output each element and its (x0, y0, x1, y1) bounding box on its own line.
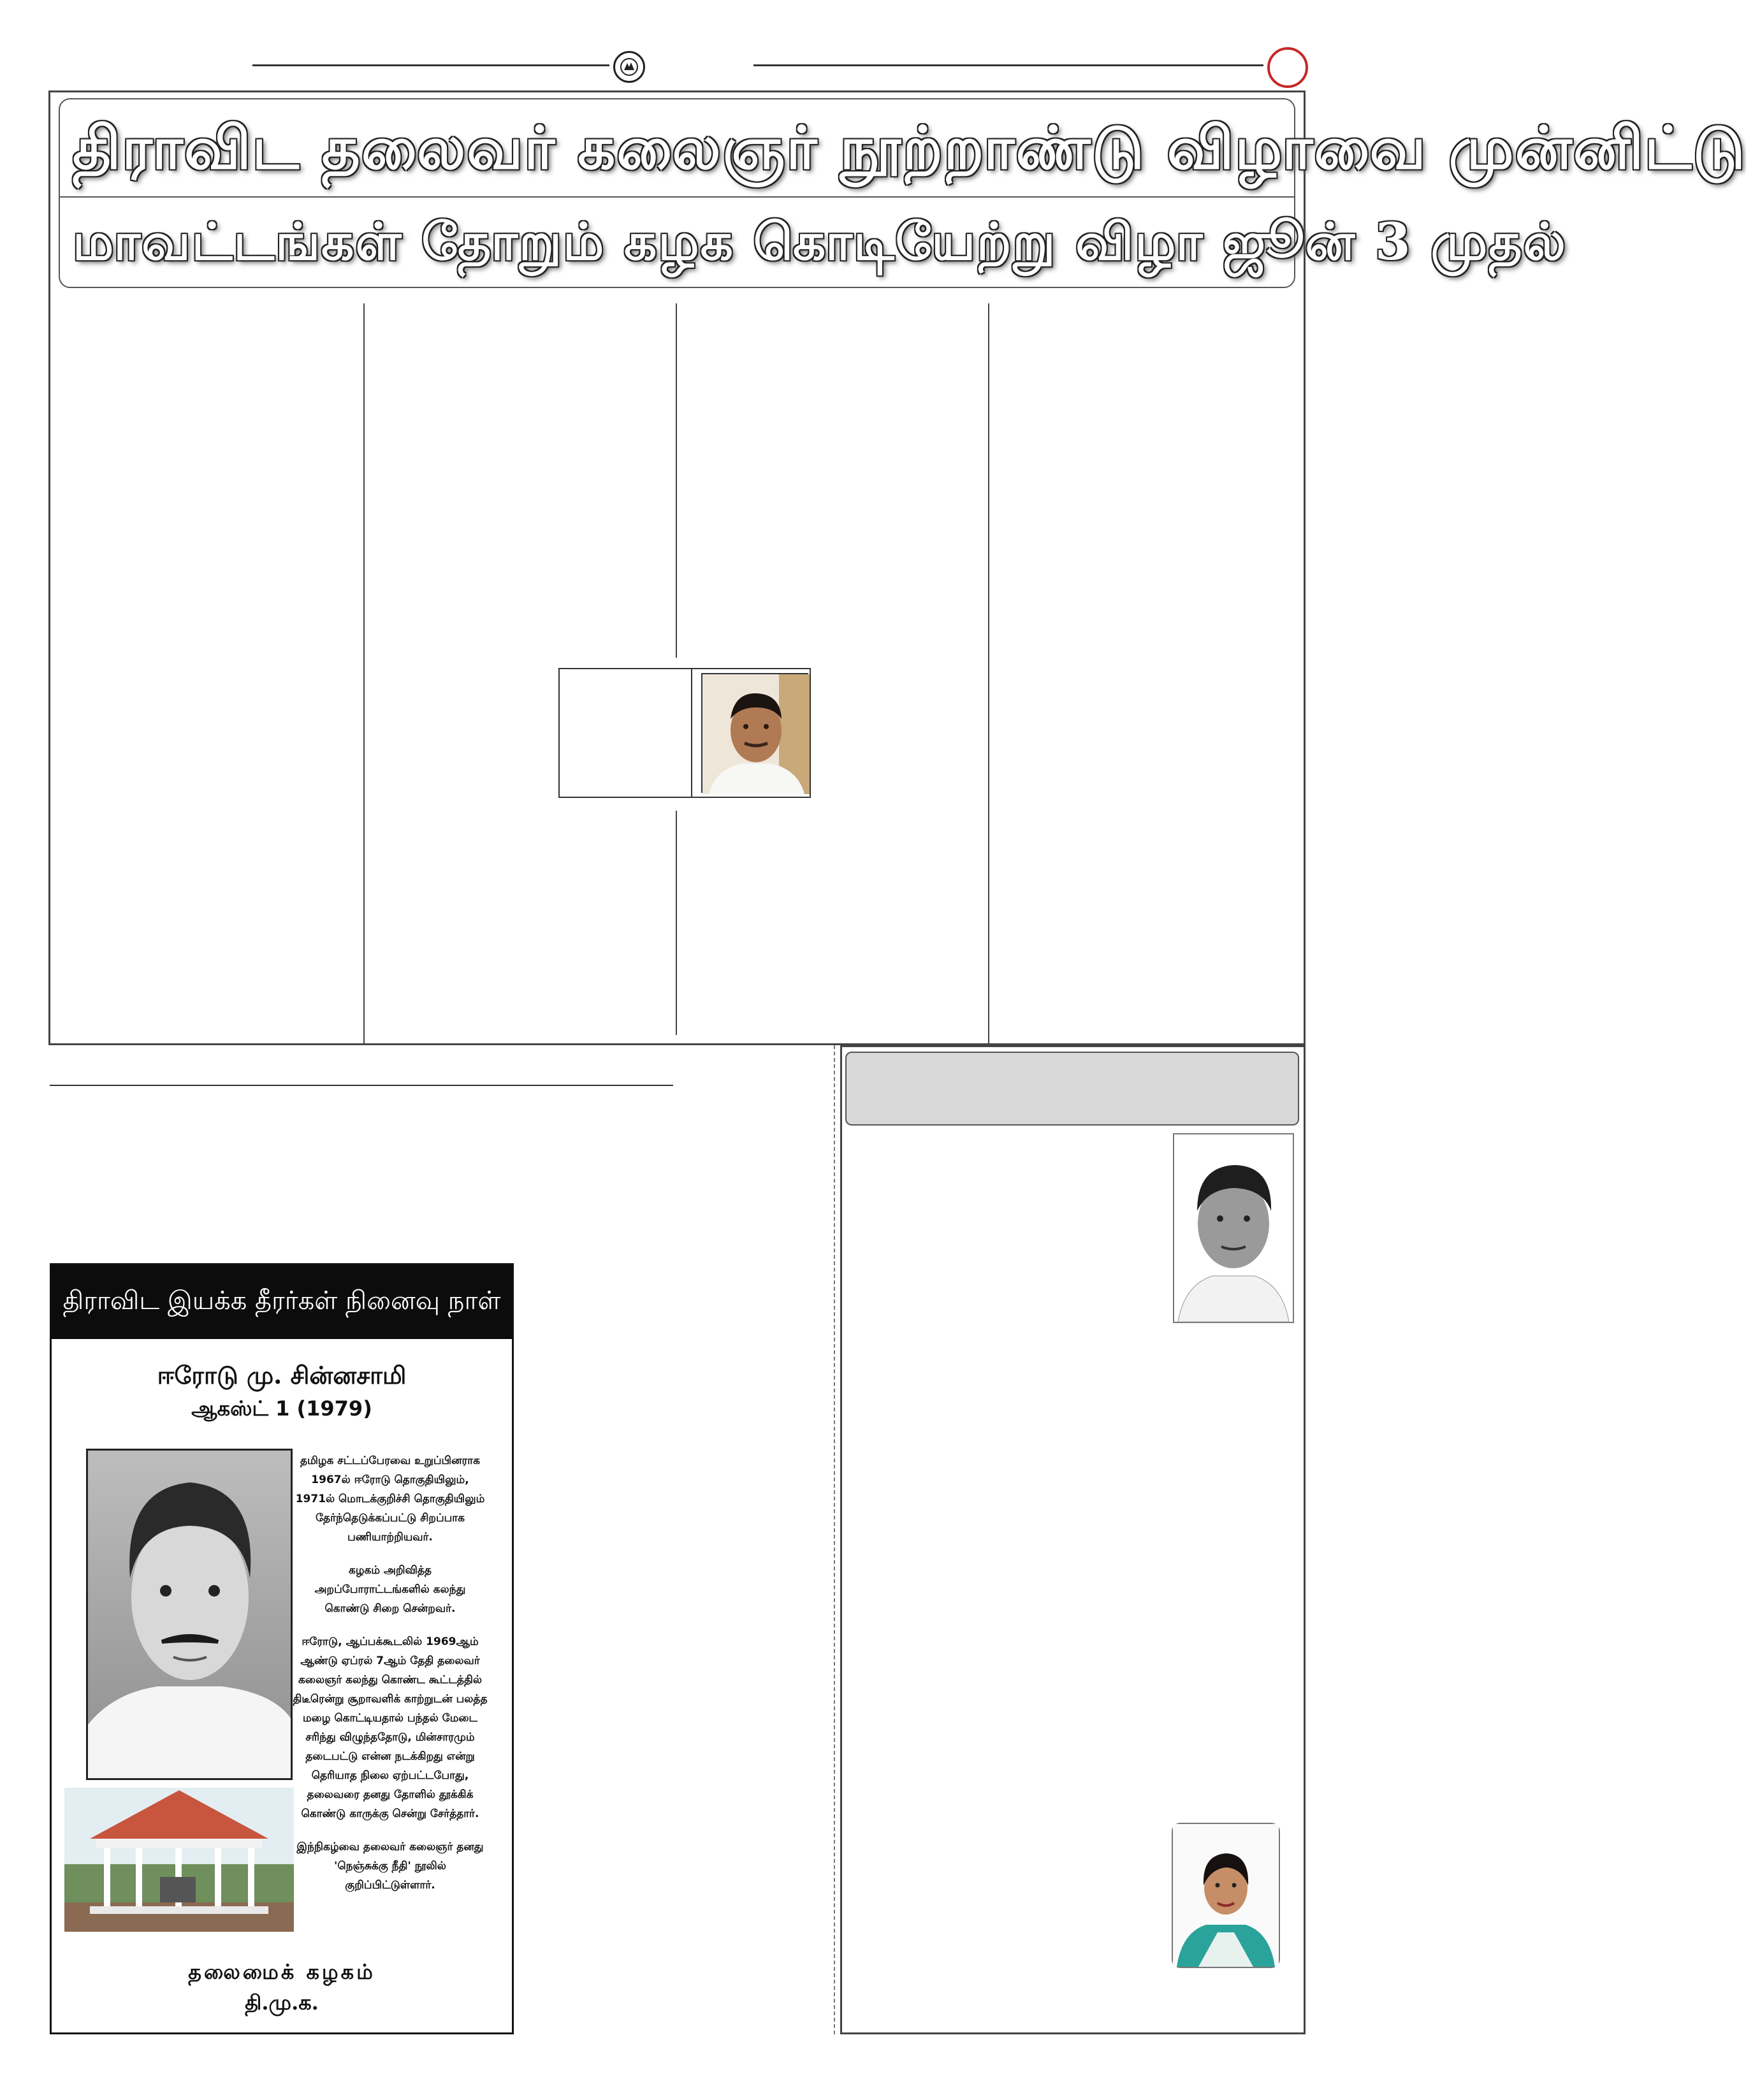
memorial-notice (50, 1263, 514, 2034)
memorial-pavilion-image (64, 1788, 294, 1932)
banner-divider (60, 196, 1294, 198)
party-emblem-icon (613, 51, 645, 83)
memorial-paragraph-3: ஈரோடு, ஆப்பக்கூடலில் 1969ஆம் ஆண்டு ஏப்ரல் 7ஆம் தேதி தலைவர் கலைஞர் கலந்து கொண்ட கூட்டத்தில் திடீரென்று சூறாவளிக் காற்றுடன் பலத்த மழை கொட்டியதால் பந்தல் மேடை சரிந்து விழுந்ததோடு, மின்சாரமும் தடைபட்டு என்ன நடக்கிறது என்று தெரியாத நிலை ஏற்பட்டபோது, தலைவரை தனது தோளில் தூக்கிக் கொண்டு காருக்கு சென்று சேர்த்தார். (293, 1635, 488, 1820)
memorial-name: ஈரோடு மு. சின்னசாமி (157, 1361, 407, 1389)
portrait-photo-man-2 (1173, 1133, 1294, 1323)
headline-line-2: மாவட்டங்கள் தோறும் கழக கொடியேற்று விழா ஜூன் 3 முதல் (73, 212, 1567, 272)
headline-banner (59, 98, 1746, 288)
photo-inset-box (558, 668, 811, 798)
masthead-rule-left (252, 64, 609, 66)
portrait-photo-woman (1172, 1823, 1280, 1968)
memorial-paragraph-1: தமிழக சட்டப்பேரவை உறுப்பினராக 1967ல் ஈரோடு தொகுதியிலும், 1971ல் மொடக்குறிச்சி தொகுதியிலும் தேர்ந்தெடுக்கப்பட்டு சிறப்பாக பணியாற்றியவர். (295, 1454, 485, 1544)
memorial-header: திராவிட இயக்க தீரர்கள் நினைவு நாள் (52, 1265, 512, 1339)
masthead-rule-right (753, 64, 1263, 66)
column-divider-2-lower (676, 811, 677, 1035)
side-column-dashed-divider (834, 1045, 835, 2034)
memorial-footer-org: தலைமைக் கழகம் (188, 1960, 375, 1984)
column-divider-1 (363, 303, 365, 1045)
column-divider-3 (988, 303, 989, 1045)
inset-divider (691, 669, 692, 797)
headline-line-1: திராவிட தலைவர் கலைஞர் நூற்றாண்டு விழாவை முன்னிட்டு (73, 113, 1746, 182)
page-number-circle (1267, 47, 1308, 88)
portrait-photo-man-1 (701, 673, 808, 793)
lower-left-rule (50, 1085, 673, 1086)
memorial-paragraph-4: இந்நிகழ்வை தலைவர் கலைஞர் தனது 'நெஞ்சுக்கு நீதி' நூலில் குறிப்பிட்டுள்ளார். (296, 1841, 484, 1892)
memorial-footer-party: தி.மு.க. (245, 1990, 319, 2015)
side-column-header-panel (845, 1052, 1299, 1126)
column-divider-2 (676, 303, 677, 658)
memorial-paragraph-2: கழகம் அறிவித்த அறப்போராட்டங்களில் கலந்து கொண்டு சிறை சென்றவர். (314, 1564, 466, 1615)
memorial-text (291, 1451, 489, 1909)
memorial-portrait (86, 1449, 293, 1780)
memorial-date: ஆகஸ்ட் 1 (1979) (191, 1396, 372, 1421)
